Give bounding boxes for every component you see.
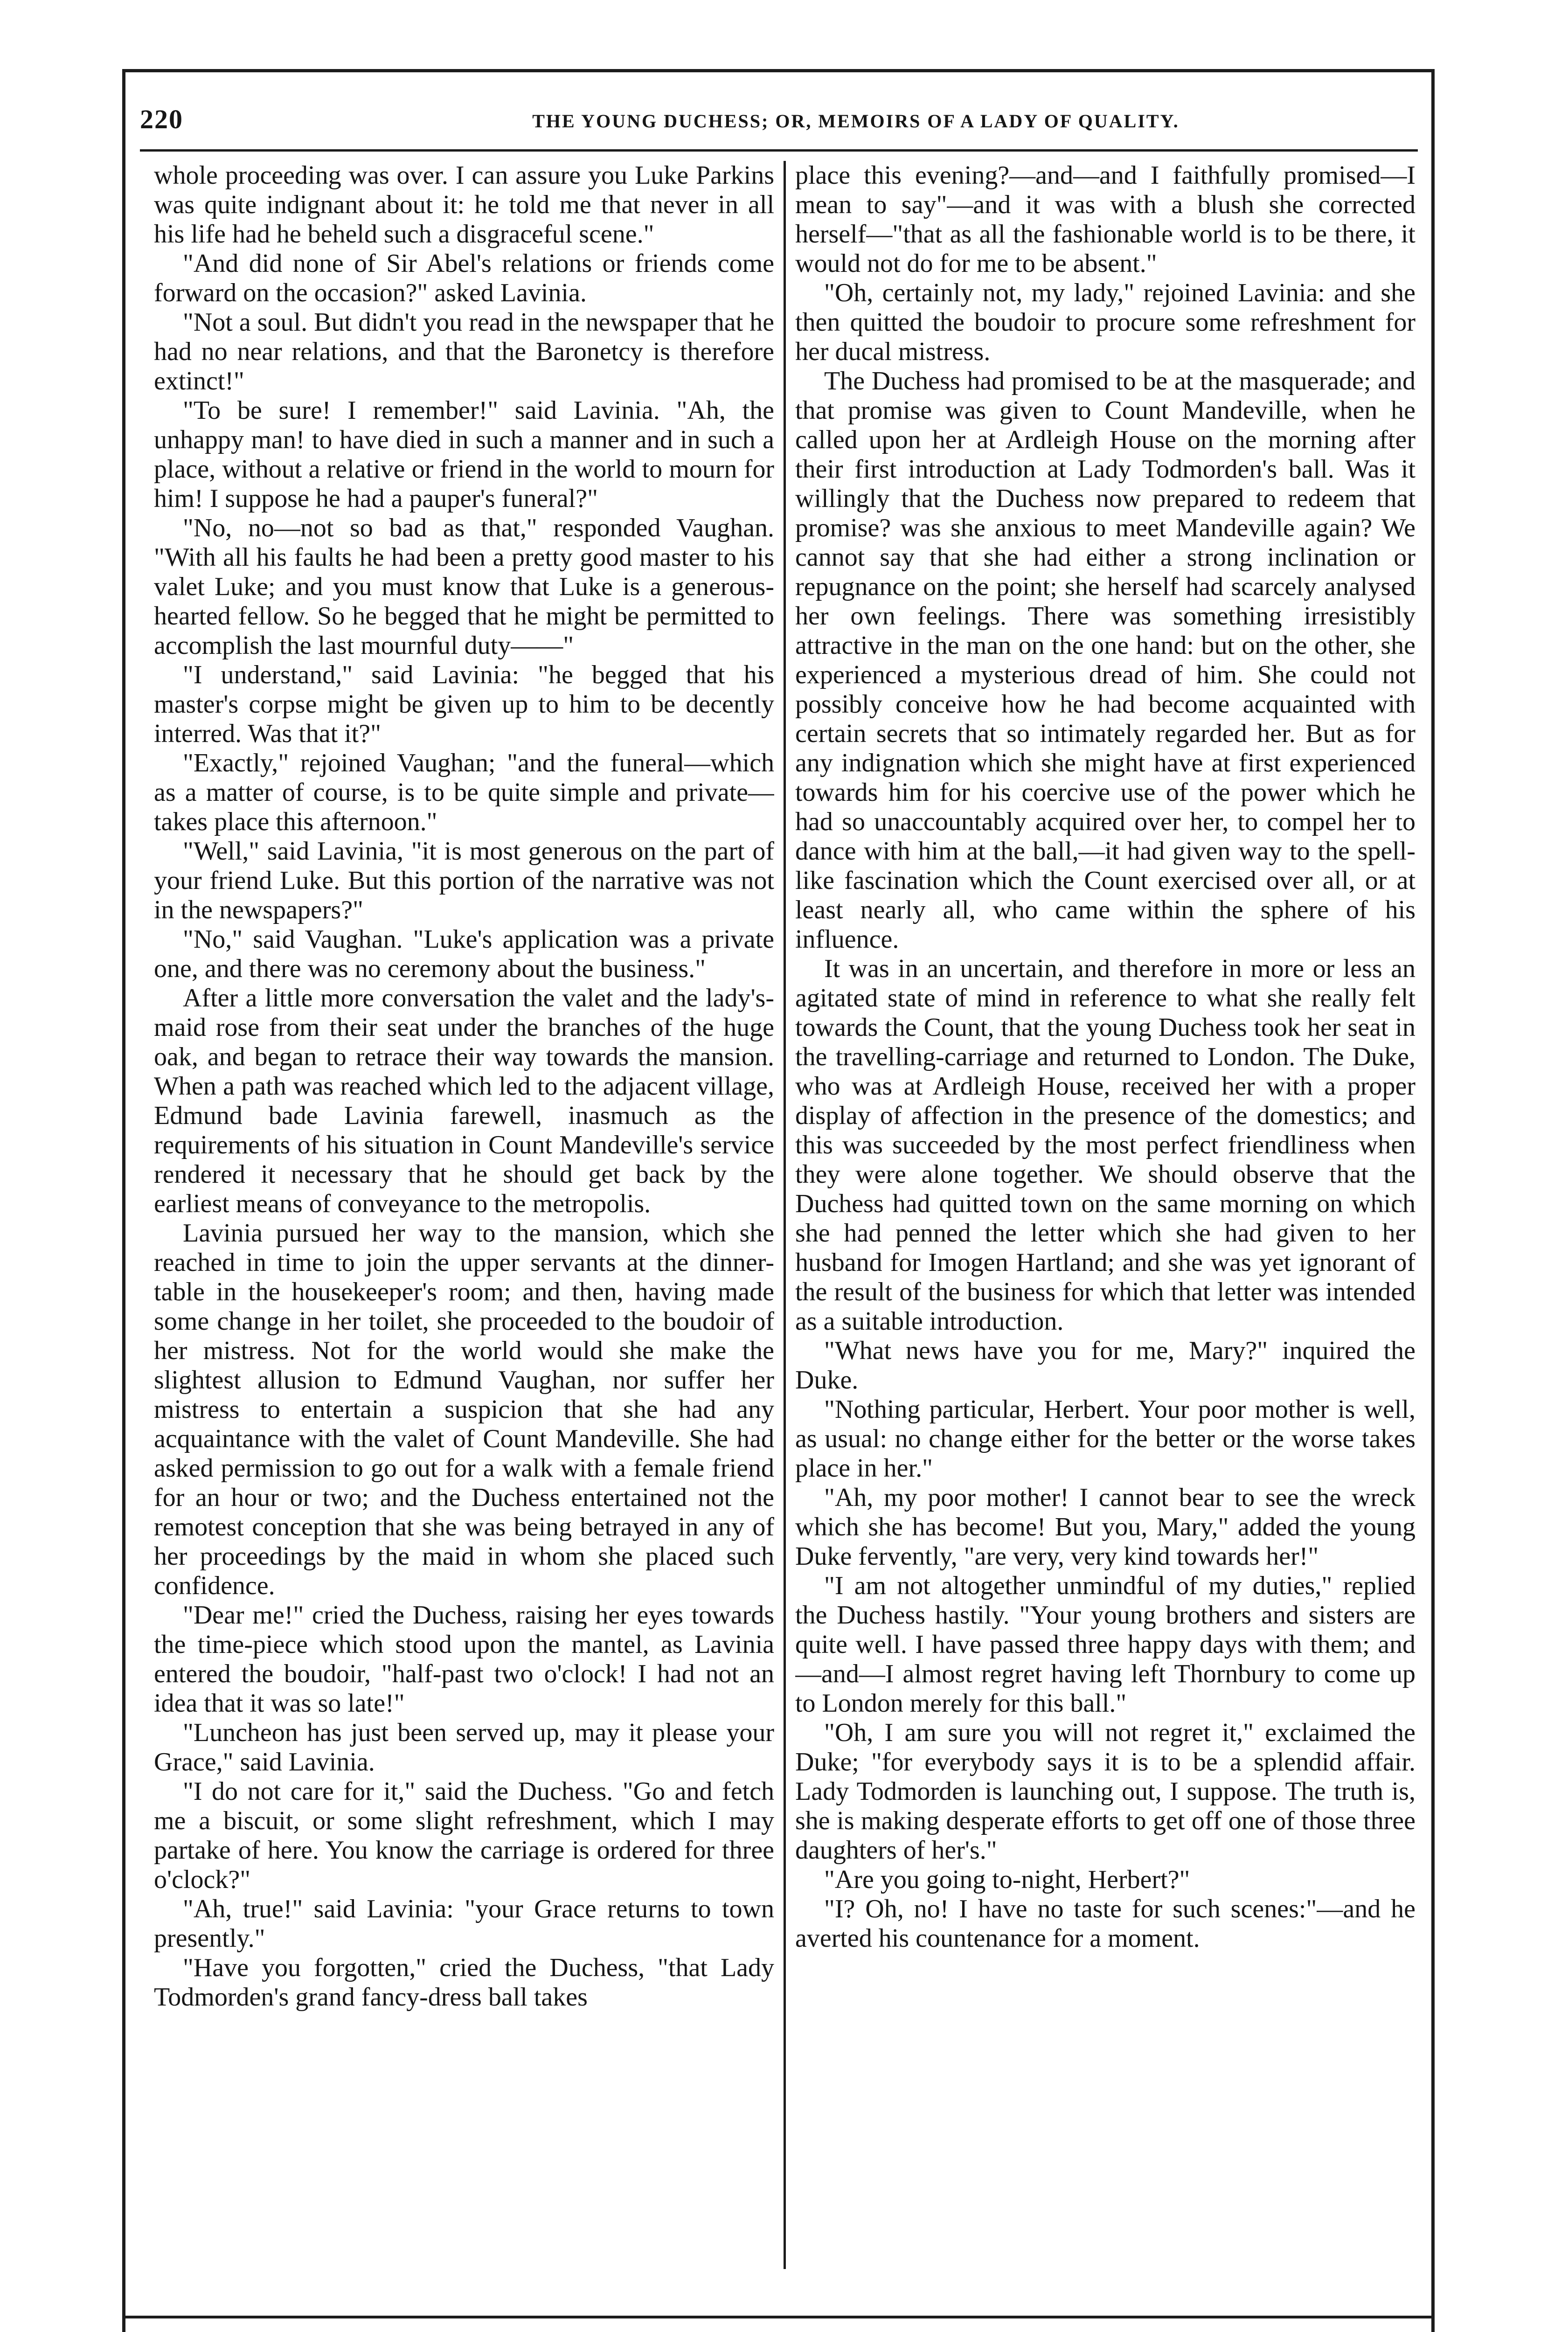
paragraph: "Oh, certainly not, my lady," rejoined Lavinia: and she then quitted the boudoir to procure some refreshment for her ducal mistress.	[795, 278, 1415, 366]
paragraph: "Have you forgotten," cried the Duchess, "that Lady Todmorden's grand fancy-dress ball takes	[154, 1953, 774, 2012]
paragraph: The Duchess had promised to be at the masquerade; and that promise was given to Count Mandeville, when he called upon her at Ardleigh House on the morning after their first introduction at Lady Todmorden's ball. Was it willingly that the Duchess now prepared to redeem that promise? was she anxious to meet Mandeville again? We cannot say that she had either a strong inclination or repugnance on the point; she herself had scarcely analysed her own feelings. There was something irresistibly attractive in the man on the one hand: but on the other, she experienced a mysterious dread of him. She could not possibly conceive how he had become acquainted with certain secrets that so intimately regarded her. But as for any indignation which she might have at first experienced towards him for his coercive use of the power which he had so unaccountably acquired over her, to compel her to dance with him at the ball,—it had given way to the spell-like fascination which the Count exercised over all, or at least nearly all, who came within the sphere of his influence.	[795, 367, 1415, 954]
right-text-column	[795, 161, 1415, 2241]
paragraph: "No, no—not so bad as that," responded Vaughan. "With all his faults he had been a pretty good master to his valet Luke; and you must know that Luke is a generous-hearted fellow. So he begged that he might be permitted to accomplish the last mournful duty——"	[154, 514, 774, 660]
page-number: 220	[140, 104, 183, 134]
paragraph: "Are you going to-night, Herbert?"	[824, 1865, 1190, 1894]
paragraph: Lavinia pursued her way to the mansion, which she reached in time to join the upper servants at the dinner-table in the housekeeper's room; and then, having made some change in her toilet, she proceeded to the boudoir of her mistress. Not for the world would she make the slightest allusion to Edmund Vaughan, nor suffer her mistress to entertain a suspicion that she had any acquaintance with the valet of Count Mandeville. She had asked permission to go out for a walk with a female friend for an hour or two; and the Duchess entertained not the remotest conception that she was being betrayed in any of her proceedings by the maid in whom she placed such confidence.	[154, 1219, 774, 1600]
running-title: THE YOUNG DUCHESS; OR, MEMOIRS OF A LADY OF QUALITY.	[532, 111, 1179, 132]
paragraph: "To be sure! I remember!" said Lavinia. "Ah, the unhappy man! to have died in such a manner and in such a place, without a relative or friend in the world to mourn for him! I suppose he had a pauper's funeral?"	[154, 396, 774, 513]
page-header	[140, 98, 1418, 149]
paragraph: "No," said Vaughan. "Luke's application was a private one, and there was no ceremony about the business."	[154, 925, 774, 983]
header-rule	[140, 149, 1418, 152]
paragraph: "Nothing particular, Herbert. Your poor mother is well, as usual: no change either for the better or the worse takes place in her."	[795, 1395, 1415, 1483]
bottom-rule	[122, 2316, 1435, 2318]
left-text-column	[154, 161, 774, 2241]
paragraph: "I do not care for it," said the Duchess. "Go and fetch me a biscuit, or some slight refreshment, which I may partake of here. You know the carriage is ordered for three o'clock?"	[154, 1777, 774, 1894]
paragraph: "Well," said Lavinia, "it is most generous on the part of your friend Luke. But this portion of the narrative was not in the newspapers?"	[154, 837, 774, 924]
paragraph: "Ah, my poor mother! I cannot bear to see the wreck which she has become! But you, Mary," added the young Duke fervently, "are very, very kind towards her!"	[795, 1483, 1415, 1571]
paragraph: "Dear me!" cried the Duchess, raising her eyes towards the time-piece which stood upon the mantel, as Lavinia entered the boudoir, "half-past two o'clock! I had not an idea that it was so late!"	[154, 1601, 774, 1718]
paragraph: "I? Oh, no! I have no taste for such scenes:"—and he averted his countenance for a moment.	[795, 1895, 1415, 1953]
paragraph: "Luncheon has just been served up, may it please your Grace," said Lavinia.	[154, 1718, 774, 1777]
paragraph: "Ah, true!" said Lavinia: "your Grace returns to town presently."	[154, 1895, 774, 1953]
paragraph: "And did none of Sir Abel's relations or friends come forward on the occasion?" asked Lavinia.	[154, 249, 774, 307]
paragraph: "What news have you for me, Mary?" inquired the Duke.	[795, 1336, 1415, 1395]
paragraph: "Not a soul. But didn't you read in the newspaper that he had no near relations, and that the Baronetcy is therefore extinct!"	[154, 308, 774, 396]
paragraph: "Exactly," rejoined Vaughan; "and the funeral—which as a matter of course, is to be quite simple and private—takes place this afternoon."	[154, 749, 774, 836]
paragraph: "I am not altogether unmindful of my duties," replied the Duchess hastily. "Your young brothers and sisters are quite well. I have passed three happy days with them; and—and—I almost regret having left Thornbury to come up to London merely for this ball."	[795, 1571, 1415, 1718]
paragraph: "Oh, I am sure you will not regret it," exclaimed the Duke; "for everybody says it is to be a splendid affair. Lady Todmorden is launching out, I suppose. The truth is, she is making desperate efforts to get off one of those three daughters of her's."	[795, 1718, 1415, 1865]
paragraph: "I understand," said Lavinia: "he begged that his master's corpse might be given up to him to be decently interred. Was that it?"	[154, 660, 774, 748]
paragraph: place this evening?—and—and I faithfully promised—I mean to say"—and it was with a blush she corrected herself—"that as all the fashionable world is to be there, it would not do for me to be absent."	[795, 161, 1415, 278]
paragraph: After a little more conversation the valet and the lady's-maid rose from their seat under the branches of the huge oak, and began to retrace their way towards the mansion. When a path was reached which led to the adjacent village, Edmund bade Lavinia farewell, inasmuch as the requirements of his situation in Count Mandeville's service rendered it necessary that he should get back by the earliest means of conveyance to the metropolis.	[154, 984, 774, 1218]
column-divider	[784, 161, 786, 2269]
paragraph: whole proceeding was over. I can assure you Luke Parkins was quite indignant about it: he told me that never in all his life had he beheld such a disgraceful scene."	[154, 161, 774, 249]
paragraph: It was in an uncertain, and therefore in more or less an agitated state of mind in reference to what she really felt towards the Count, that the young Duchess took her seat in the travelling-carriage and returned to London. The Duke, who was at Ardleigh House, received her with a proper display of affection in the presence of the domestics; and this was succeeded by the most perfect friendliness when they were alone together. We should observe that the Duchess had quitted town on the same morning on which she had penned the letter which she had given to her husband for Imogen Hartland; and she was yet ignorant of the result of the business for which that letter was intended as a suitable introduction.	[795, 954, 1415, 1336]
